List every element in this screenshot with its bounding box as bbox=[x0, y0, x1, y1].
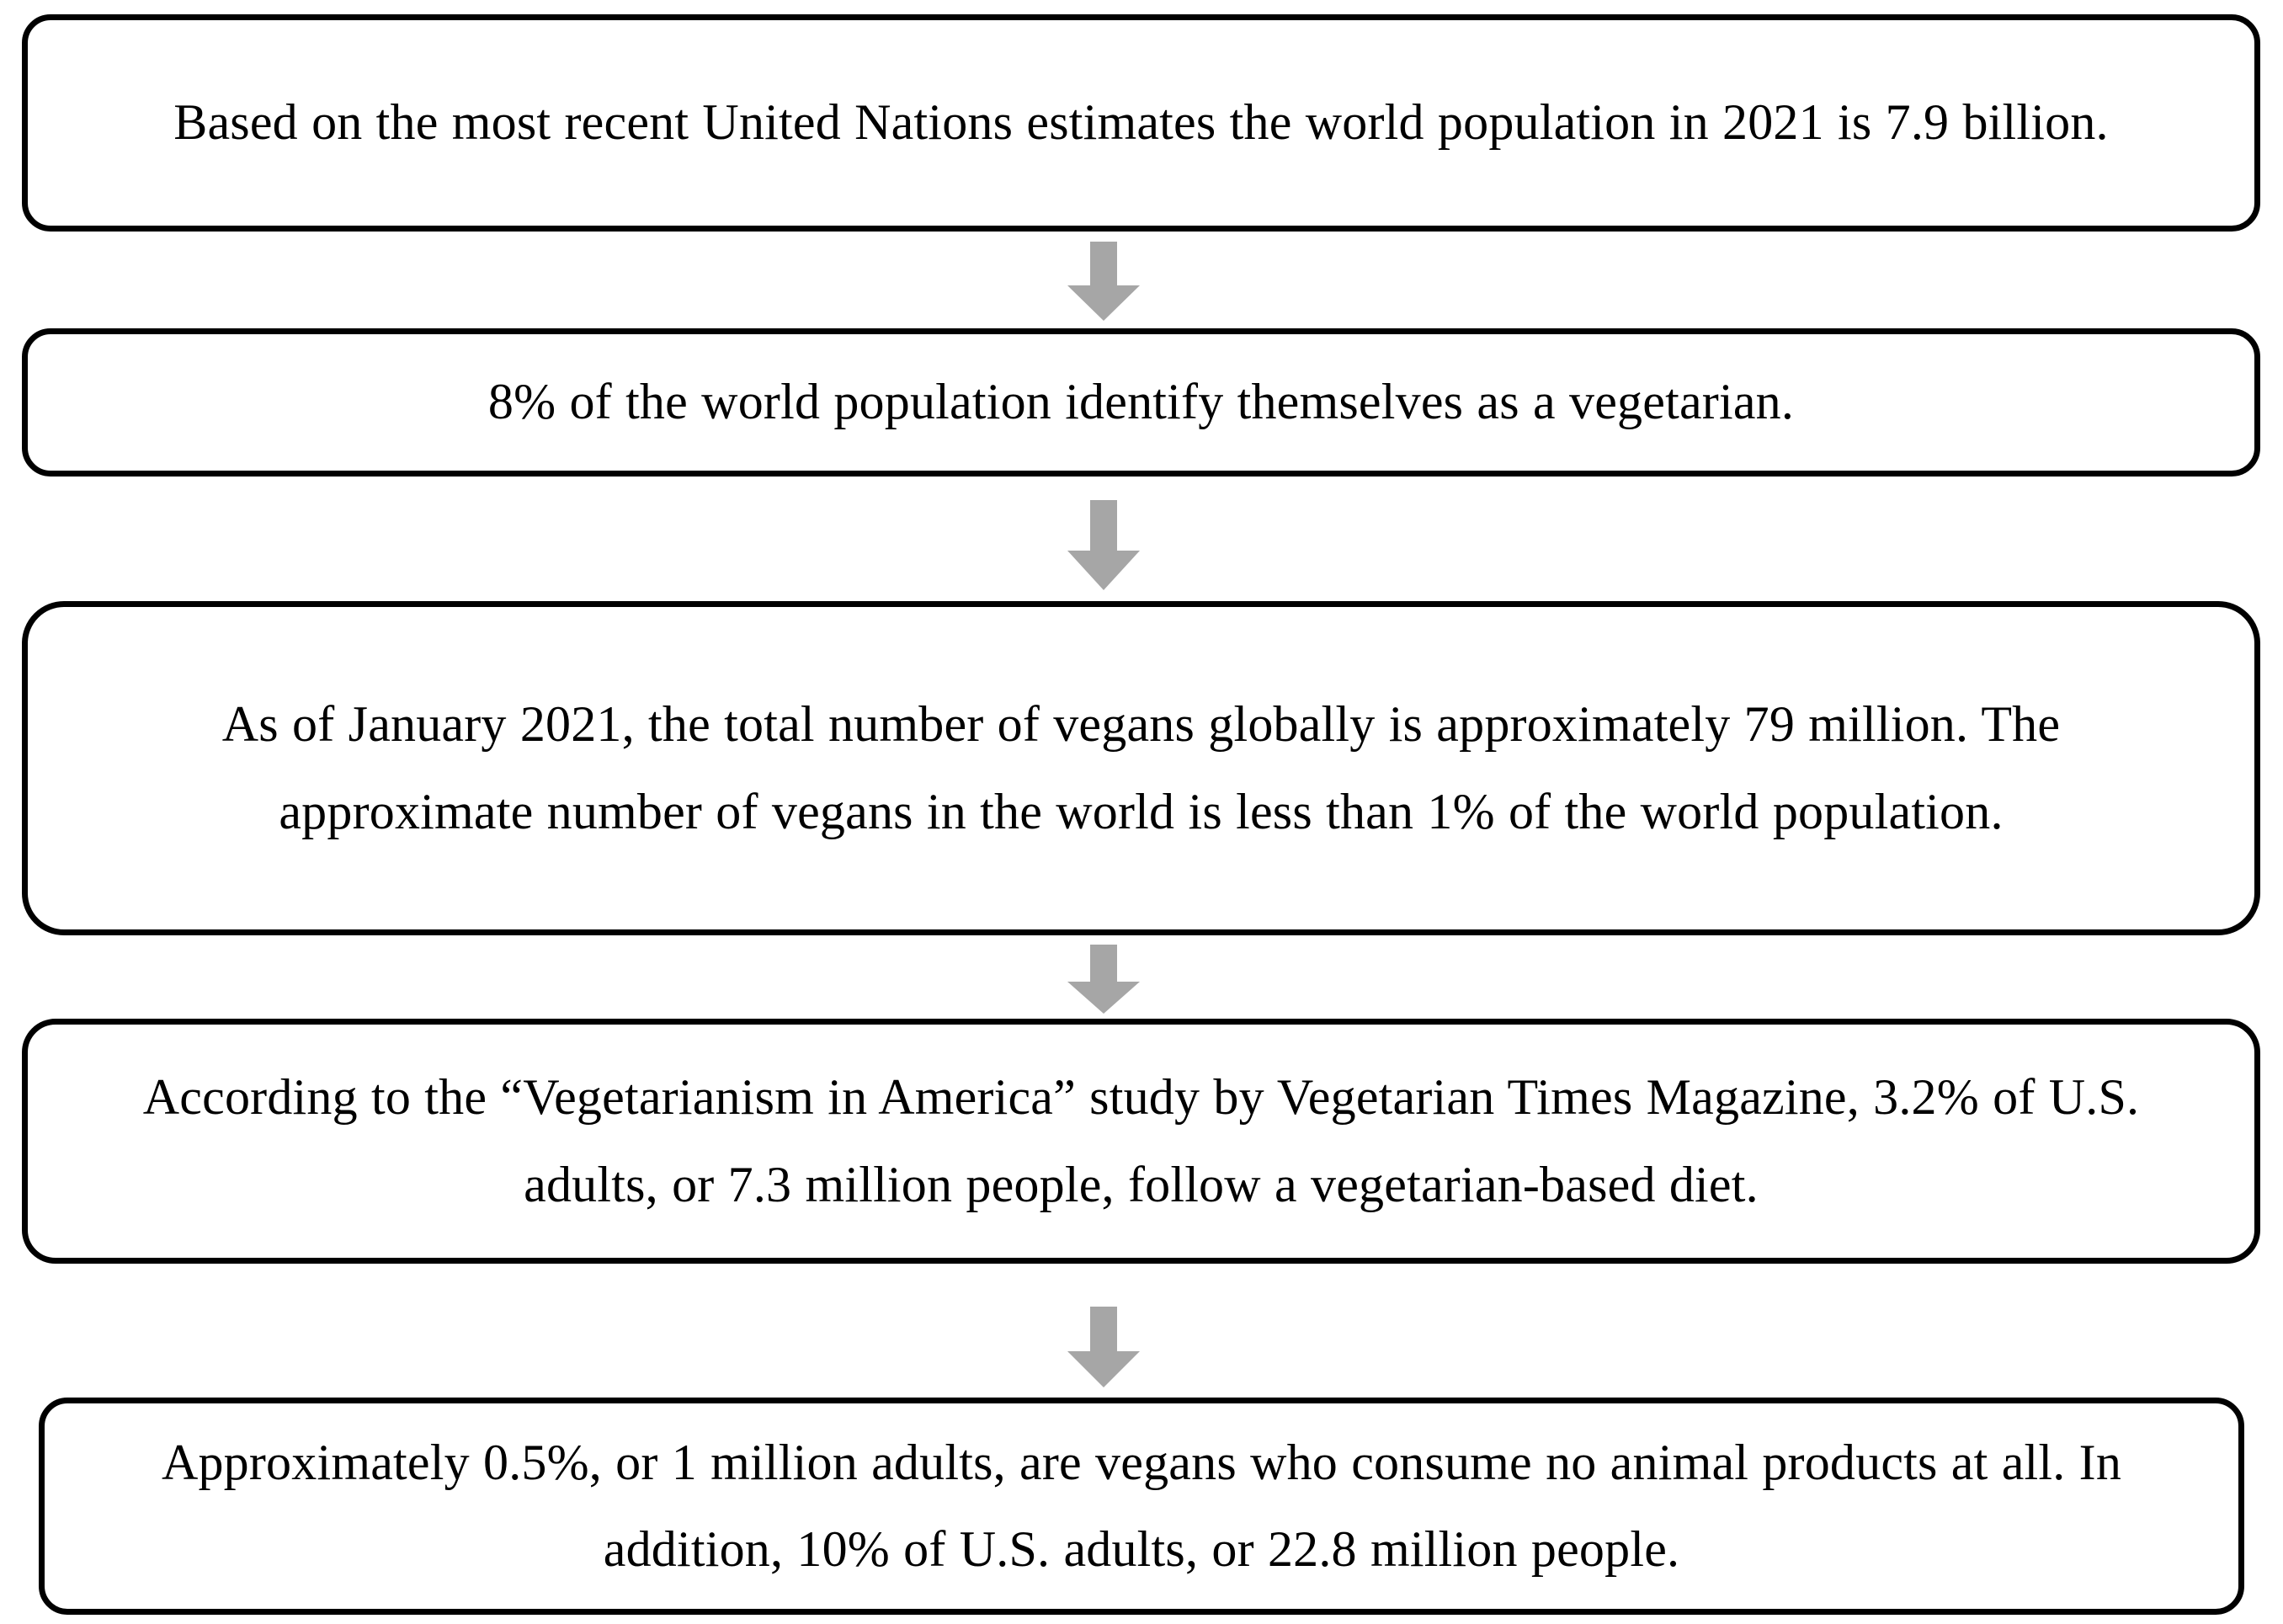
flowchart-node-global-vegans bbox=[22, 601, 2260, 935]
down-arrow-icon bbox=[1067, 945, 1140, 1014]
flowchart-node-vegetarianism-in-america bbox=[22, 1019, 2260, 1264]
flowchart-node-vegetarian-share bbox=[22, 328, 2260, 477]
down-arrow-icon bbox=[1067, 1307, 1140, 1387]
flowchart-node-text: As of January 2021, the total number of vegans globally is approximately 79 million. The approximate number of vegans in the world is less than 1% of the world population. bbox=[221, 696, 2061, 839]
flowchart-node-text: 8% of the world population identify themselves as a vegetarian. bbox=[487, 374, 1795, 430]
flowchart-node-world-population bbox=[22, 14, 2260, 232]
down-arrow-icon bbox=[1067, 500, 1140, 590]
flowchart-node-text: According to the “Vegetarianism in America” study by Vegetarian Times Magazine, 3.2% of U.S. adults, or 7.3 million people, follow a vegetarian-based diet. bbox=[142, 1069, 2140, 1212]
flowchart-node-text: Approximately 0.5%, or 1 million adults, are vegans who consume no animal products at all. In addition, 10% of U.S. adults, or 22.8 million people. bbox=[161, 1434, 2122, 1577]
flowchart-node-us-vegans bbox=[39, 1398, 2244, 1615]
down-arrow-icon bbox=[1067, 242, 1140, 321]
flowchart-node-text: Based on the most recent United Nations estimates the world population in 2021 is 7.9 billion. bbox=[173, 94, 2109, 151]
